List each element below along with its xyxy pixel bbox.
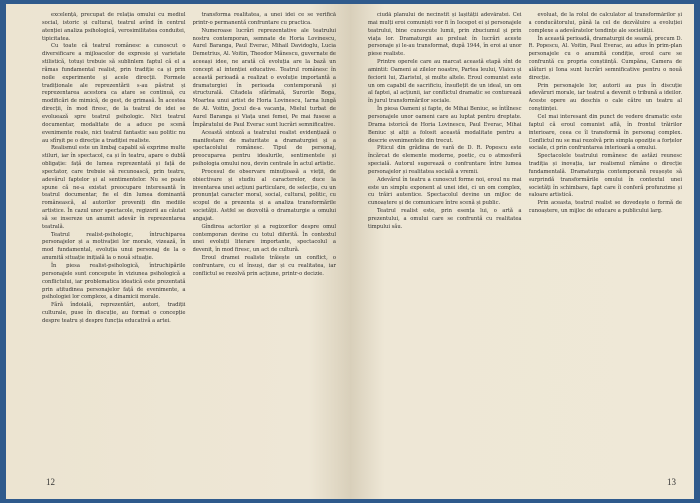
- paragraph: Prin personajele lor, autorii au pus în discuție adevăruri morale, iar teatrul a devenit o tribună a ideilor. Aceste opere au deschis o cale către un teatru al conștiinței.: [528, 82, 682, 113]
- paragraph: Piticul din grădina de vară de D. R. Popescu este încărcat de elemente moderne, poetic, cu o atmosferă specială. Autorul sugerează o confruntare între lumea personajelor și realitatea socială a vremii.: [368, 145, 522, 175]
- page-number-right: 13: [667, 477, 676, 487]
- paragraph: Gîndirea actorilor și a regizorilor despre omul contemporan devine cu totul diferită. În contextul unei evoluții literare importante, spectacolul a devenit, în mod firesc, un act de cultură.: [192, 223, 336, 254]
- left-page-columns: [42, 12, 336, 465]
- paragraph: În piesa realist-psihologică, întruchipările personajele sunt concepute în viziunea psihologică a conflictului, iar problematica ideatică este prezentată prin atitudinea personajelor față de evenimente, a psihologiei lor complexe, a dinamicii morale.: [42, 263, 186, 301]
- paragraph: Cel mai interesant din punct de vedere dramatic este faptul că eroul comunist află, în frontul trăirilor interioare, ceea ce îl transformă în personaj complex. Conflictul nu se mai rezolvă prin simpla opoziție a forțelor sociale, ci prin confruntarea interioară a omului.: [528, 113, 682, 152]
- paragraph: Procesul de observare minuțioasă a vieții, de obiectivare și studiu al caracterelor, duce la inventarea unei acțiuni particulare, de selecție, cu un pronunțat caracter moral, social, cultural, politic, cu scopul de a prezenta și a analiza transformările societății. Astfel se dezvoltă o dramaturgie a omului angajat.: [192, 168, 336, 222]
- right-page: [350, 4, 694, 499]
- left-page-column-2: [193, 12, 337, 465]
- paragraph: Teatrul realist este, prin esența lui, o artă a prezentului, a omului care se confruntă cu realitatea timpului său.: [368, 208, 522, 230]
- paragraph: Realismul este un limbaj capabil să exprime multe stiluri, iar în spectacol, ca și în teatru, apare o dublă obligație: față de lumea reprezentată și față de spectator, care trebuie să recunoască, prin teatru, adevărul faptelor și al sentimentelor. Nu se poate spune că ne-a existat preocupare interesantă în teatrul documentar, fie el din lumea dominantă românească, al autorilor proveniți din mediile artistice. În cazul unor spectacole, regizorii au căutat să se insereze un anumit adevăr în reprezentarea teatrală.: [42, 145, 186, 230]
- paragraph: Eroul dramei realiste trăiește un conflict, o confruntare, cu el însuși, dar și cu realitatea, iar conflictul se rezolvă prin acțiune, printr-o decizie.: [192, 255, 336, 277]
- paragraph: transforma realitatea, a unei idei ce se verifică printr-o permanentă confruntare cu practica.: [192, 12, 336, 26]
- paragraph: evoluat, de la rolul de calculator al transformărilor și a conducătorului, până la cel de dezvăluire a evoluției complexe a adevăratelor tendințe ale societății.: [528, 12, 682, 34]
- page-number-left: 12: [46, 477, 55, 487]
- paragraph: Fără îndoială, reprezentări, autori, tradiții culturale, puse în discuție, au format o concepție despre teatru și despre funcția educativă a artei.: [42, 302, 186, 324]
- right-page-columns: [368, 12, 682, 465]
- left-page: [6, 4, 350, 499]
- paragraph: În această perioadă, dramaturgii de seamă, precum D. R. Popescu, Al. Voitin, Paul Everac, au adus în prim-plan personajele cu o anumită condiție, eroul care se confruntă cu propria conștiință. Cumpăna, Camera de alături și Iona sunt lucrări semnificative pentru o nouă direcție.: [528, 35, 682, 81]
- right-page-column-2: [529, 12, 683, 465]
- paragraph: Numeroase lucrări reprezentative ale teatrului nostru contemporan, semnate de Horia Lovinescu, Aurel Baranga, Paul Everac, Mihail Davidoglu, Lucia Demetrius, Al. Voitin, Theodor Mănescu, guvernate de aceeași idee, ne arată că evoluția are la bază un concept al intenției educative. Teatrul românesc în această perioadă a realizat o evoluție importantă a dramaturgiei în perioada contemporană și structurală. Citadela sfărîmată, Surorile Boga, Moartea unui artist de Horia Lovinescu, Iarna lungă de Al. Voitin, Jocul de-a vacanța, Mielul turbat de Aurel Baranga și Viața unei femei, Pe mai fusese a Împăratului de Paul Everac sunt lucrări semnificative.: [192, 27, 336, 128]
- paragraph: ciudă planului de necinstit și lașității adevăratei. Cei mai mulți eroi comuniști vor fi în Iocepot ei și personajele teatrului, bine cunoscute lumii, prin zbuciumul și prin viața lor. Dramaturgii au preluat în lucrări aceste personaje și le-au transformat, după 1944, în eroi ai unor piese realiste.: [368, 12, 522, 58]
- book-spread: [6, 4, 694, 499]
- paragraph: Această sinteză a teatrului realist evidențiază o manifestare de maturitate a dramaturgiei și a spectacolului românesc. Tipul de personaj, preocuparea pentru idealurile, sentimentele și psihologia omului nou, devin centrale în actul artistic.: [192, 129, 336, 168]
- paragraph: Spectacolele teatrului românesc de astăzi reunesc tradiția și inovația, iar realismul rămâne o direcție fundamentală. Dramaturgia contemporană reușește să surprindă transformările omului în contextul unei societăți în schimbare, fapt care îi conferă profunzime și valoare artistică.: [528, 153, 682, 199]
- paragraph: Adevărul în teatru a cunoscut forme noi, eroul nu mai este un simplu exponent al unei idei, ci un om complex, cu trăiri autentice. Spectacolul devine un mijloc de cunoaștere și de comunicare între scenă și public.: [368, 176, 522, 207]
- left-page-column-1: [42, 12, 186, 465]
- paragraph: Teatrul realist-psihologic, întruchiparea personajelor și a motivației lor morale, vizează, în mod fundamental, evoluția unui personaj de la o anumită situație inițială la o nouă situație.: [42, 231, 186, 262]
- right-page-column-1: [368, 12, 522, 465]
- paragraph: Printre operele care au marcat această etapă sînt de amintit: Oameni ai zilelor noastre, Partea leului, Vlaicu și feciorii lui, Ziaristul, și multe altele. Eroul comunist este un om capabil de sacrificiu, însuflețit de un ideal, un om al faptei, al acțiunii, iar conflictul dramatic se conturează în jurul transformărilor sociale.: [368, 59, 522, 105]
- paragraph: excelență, precupat de relația omului cu mediul social, istoric și cultural, teatrul avînd în centrul atenției analiza psihologică, verosimilitatea conduitei, tipicitatea.: [42, 12, 186, 42]
- paragraph: Prin aceasta, teatrul realist se dovedește o formă de cunoaștere, un mijloc de educare a publicului larg.: [528, 200, 682, 215]
- paragraph: Cu toate că teatrul românesc a cunoscut o diversificare a mijloacelor de expresie și varietate stilistică, totuși trebuie să sublinlem faptul că el a rămas fundamental realist, prin tradiție ca și prin noile experimente și acele direcții. Formele tradiționale ale reprezentării s-au păstrat și reprezentarea acestora ca atare se continuă, cu modificări de mimică, de gest, de grimasă. În acestea direcții, în mod firesc, de la teatrul de idei se evoluează spre teatrul psihologic. Nici teatrul documentar, modalitate de a aduce pe scenă evenimente reale, nici teatrul fantastic sau politic nu au sfîrșit pe o direcție a tradiției realiste.: [42, 43, 186, 144]
- paragraph: În piesa Oameni și fapte, de Mihai Beniuc, se întîlnesc personajele unor oameni care au luptat pentru dreptate. Drama istorică de Horia Lovinescu, Paul Everac, Mihai Beniuc și alții a folosit această modalitate pentru a descrie evenimentele din trecut.: [368, 106, 522, 144]
